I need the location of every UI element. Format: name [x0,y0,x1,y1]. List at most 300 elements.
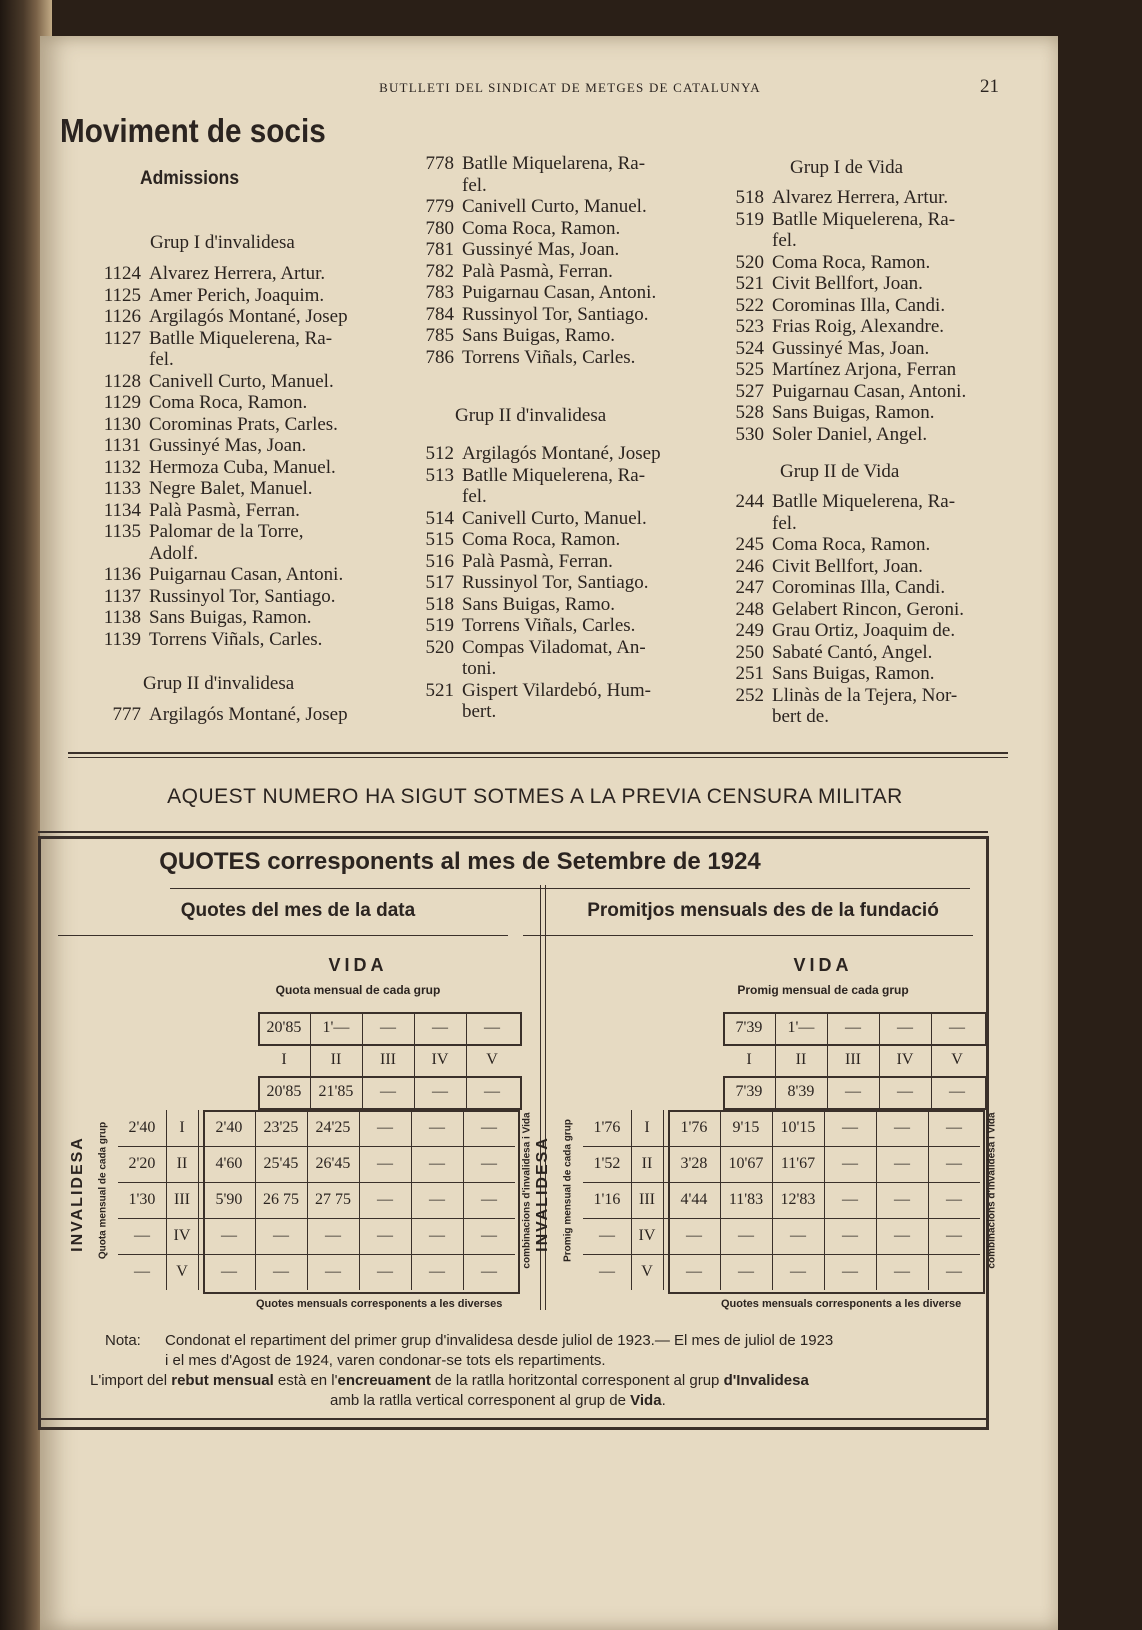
combination-cell: — [221,1227,237,1244]
member-number: 784 [425,303,454,325]
combination-cell: 4'60 [215,1155,243,1172]
invalidesa-quota: — [134,1263,150,1280]
member-name: Hermoza Cuba, Manuel. [149,456,336,478]
member-name: fel. [772,230,797,251]
member-name: Canivell Curto, Manuel. [149,370,334,392]
member-name: Coma Roca, Ramon. [149,392,308,413]
divider [68,757,1008,758]
running-head: BUTLLETI DEL SINDICAT DE METGES DE CATALUNYA [379,80,761,95]
combination-cell: — [946,1227,962,1244]
vida-cell: — [432,1019,448,1036]
member-number: 527 [735,380,764,402]
combination-cell: 24'25 [315,1119,351,1136]
vida-cell: II [795,1051,807,1068]
divider [775,1076,776,1108]
invalidesa-label: INVALIDESA [534,1136,551,1252]
combination-cell: — [377,1119,393,1136]
combination-cell: — [946,1263,962,1280]
divider [118,1218,515,1219]
divider [583,1182,980,1183]
member-name: Batlle Miquelerena, Ra- [462,464,646,486]
vida-cell: — [380,1019,396,1036]
divider [362,1044,363,1076]
member-name: fel. [149,349,174,370]
vida-subheading: Promig mensual de cada grup [737,983,909,997]
vida-cell: 7'39 [735,1019,763,1036]
divider [198,1110,199,1290]
member-name: Frias Roig, Alexandre. [772,316,945,337]
group-heading: Grup II d'invalidesa [455,405,607,426]
divider [931,1044,932,1076]
divider [720,1110,721,1290]
member-number: 1138 [103,607,141,628]
vida-cell: — [949,1083,965,1100]
member-number: 246 [735,555,764,577]
combination-cell: — [429,1191,445,1208]
divider [827,1012,828,1044]
member-name: Batlle Miquelerena, Ra- [772,491,956,512]
member-number: 521 [425,679,454,701]
invalidesa-sublabel: Promig mensual de cada grup [562,1119,574,1262]
member-number: 513 [425,464,454,486]
member-name: Gussinyé Mas, Joan. [149,435,307,456]
member-number: 525 [735,359,764,380]
vida-cell: 7'39 [735,1083,763,1100]
member-number: 1137 [103,585,141,607]
member-number: 518 [735,187,764,208]
combination-cell: — [325,1263,341,1280]
member-number: 1131 [103,435,141,456]
member-name: Adolf. [149,542,199,564]
vida-cell: IV [896,1051,914,1068]
member-name: Batlle Miquelerena, Ra- [149,327,333,349]
member-name: Negre Balet, Manuel. [149,478,313,499]
member-name: Canivell Curto, Manuel. [462,507,647,529]
divider [775,1044,776,1076]
invalidesa-quota: — [134,1227,150,1244]
note-line-4: amb la ratlla vertical corresponent al grup de Vida. [330,1392,666,1409]
member-name: Sabaté Cantó, Angel. [772,641,933,663]
vida-cell: II [330,1051,342,1068]
combination-cell: — [842,1227,858,1244]
combination-cell: 9'15 [732,1119,760,1136]
member-name: Gelabert Rincon, Geroni. [772,598,965,620]
member-number: 522 [735,294,764,316]
member-name: Sans Buigas, Ramon. [772,663,935,684]
vida-cell: I [281,1051,287,1068]
member-number: 245 [735,534,764,555]
member-name: Coma Roca, Ramon. [462,217,621,239]
member-number: 518 [425,593,454,615]
vida-cell: 21'85 [318,1083,354,1100]
divider [310,1076,311,1108]
vida-cell: — [432,1083,448,1100]
member-number: 777 [112,704,141,725]
member-name: Gispert Vilardebó, Hum- [462,679,651,701]
member-number: 778 [425,153,454,174]
divider [523,935,973,936]
invalidesa-group: III [639,1191,655,1208]
vida-cell: III [845,1051,861,1068]
combination-cell: — [946,1155,962,1172]
combination-cell: — [429,1263,445,1280]
member-number: 514 [425,507,454,529]
divider [824,1110,825,1290]
member-number: 530 [735,423,764,445]
member-number: 515 [425,529,454,550]
member-number: 1136 [103,564,141,585]
combination-cell: — [842,1263,858,1280]
member-name: Palà Pasmà, Ferran. [149,499,300,521]
member-name: Torrens Viñals, Carles. [462,346,636,368]
member-name: Llinàs de la Tejera, Nor- [772,684,958,706]
member-name: Soler Daniel, Angel. [772,423,928,445]
group-heading: Grup I de Vida [790,157,904,178]
combination-cell: — [790,1263,806,1280]
vida-cell: — [949,1019,965,1036]
member-name: Martínez Arjona, Ferran [772,359,957,380]
member-name: Argilagós Montané, Josep [149,704,348,725]
member-name: Alvarez Herrera, Artur. [772,187,949,208]
combination-cell: — [429,1227,445,1244]
combinations-label: combinacions d'invalidesa i Vida [986,1112,998,1269]
member-number: 782 [425,260,454,282]
note-line-1: Condonat el repartiment del primer grup d'invalidesa desde juliol de 1923.— El mes de juliol de 1923 [165,1332,834,1349]
combination-cell: — [221,1263,237,1280]
divider [775,1012,776,1044]
note-label: Nota: [105,1332,141,1349]
invalidesa-group: II [176,1155,188,1172]
vida-cell: III [380,1051,396,1068]
member-name: Sans Buigas, Ramon. [772,402,935,423]
combination-cell: — [481,1263,497,1280]
member-name: Palà Pasmà, Ferran. [462,260,613,282]
member-number: 1128 [103,370,141,392]
divider [58,935,508,936]
quotes-title: QUOTES corresponents al mes de Setembre de 1924 [159,848,761,875]
combination-cell: — [481,1155,497,1172]
divider [631,1110,632,1290]
divider [170,888,970,889]
member-name: Amer Perich, Joaquim. [149,284,325,306]
vida-subheading: Quota mensual de cada grup [275,983,441,997]
divider [255,1110,256,1290]
table-footer: Quotes mensuals corresponents a les diverses [256,1298,503,1310]
invalidesa-group: I [644,1119,650,1136]
combination-cell: 26'45 [315,1155,351,1172]
divider [362,1012,363,1044]
member-number: 251 [735,663,764,684]
divider [583,1218,980,1219]
divider [166,1110,167,1290]
member-name: Batlle Miquelarena, Ra- [462,153,646,174]
combination-cell: — [377,1263,393,1280]
member-name: Civit Bellfort, Joan. [772,273,923,294]
divider [118,1146,515,1147]
vida-heading: VIDA [793,955,853,975]
member-name: Sans Buigas, Ramon. [149,607,312,628]
divider [466,1012,467,1044]
member-number: 1135 [103,521,141,542]
divider [931,1076,932,1108]
member-name: Puigarnau Casan, Antoni. [149,564,344,585]
vida-cell: 20'85 [266,1083,302,1100]
member-name: Argilagós Montané, Josep [462,443,661,464]
vida-cell: — [897,1019,913,1036]
member-number: 512 [425,443,454,464]
divider [68,752,1008,754]
member-name: Puigarnau Casan, Antoni. [772,380,967,402]
invalidesa-group: II [641,1155,653,1172]
member-number: 519 [735,208,764,230]
combination-cell: — [842,1119,858,1136]
admissions-heading: Admissions [140,168,240,189]
combination-cell: 27 75 [315,1191,351,1208]
combination-cell: 11'67 [780,1155,816,1172]
member-name: Coma Roca, Ramon. [772,251,931,273]
combination-cell: 1'76 [680,1119,708,1136]
combination-cell: — [481,1227,497,1244]
group-heading: Grup II d'invalidesa [143,673,295,694]
invalidesa-label: INVALIDESA [69,1136,86,1252]
vida-heading: VIDA [328,955,388,975]
divider [583,1146,980,1147]
combination-cell: 12'83 [780,1191,816,1208]
combination-cell: 10'67 [728,1155,764,1172]
combination-cell: — [842,1191,858,1208]
invalidesa-sublabel: Quota mensual de cada grup [97,1121,109,1260]
divider [362,1076,363,1108]
divider [310,1044,311,1076]
vida-cell: — [897,1083,913,1100]
note-line-2: i el mes d'Agost de 1924, varen condonar-se tots els repartiments. [165,1352,606,1369]
divider [38,1418,988,1420]
invalidesa-group: V [641,1263,653,1280]
combination-cell: 5'90 [215,1191,243,1208]
combination-cell: — [738,1263,754,1280]
member-name: Canivell Curto, Manuel. [462,196,647,217]
combination-cell: 23'25 [263,1119,299,1136]
vida-cell: — [845,1019,861,1036]
member-number: 250 [735,641,764,663]
divider [310,1012,311,1044]
half-heading: Promitjos mensuals des de la fundació [587,900,939,921]
divider [928,1110,929,1290]
divider [827,1076,828,1108]
member-name: Compas Viladomat, An- [462,636,646,658]
member-number: 523 [735,316,764,337]
combination-cell: — [325,1227,341,1244]
member-number: 1126 [103,306,141,327]
combination-cell: — [377,1227,393,1244]
member-number: 249 [735,620,764,641]
divider [414,1076,415,1108]
divider [876,1110,877,1290]
member-name: Civit Bellfort, Joan. [772,555,923,577]
vida-cell: V [951,1051,963,1068]
combination-cell: — [894,1227,910,1244]
invalidesa-quota: — [599,1227,615,1244]
member-name: Torrens Viñals, Carles. [462,615,636,636]
combination-cell: 2'40 [215,1119,243,1136]
member-name: Russinyol Tor, Santiago. [149,585,336,607]
member-name: Gussinyé Mas, Joan. [462,239,620,260]
divider [307,1110,308,1290]
member-number: 1139 [103,628,141,650]
vida-cell: — [484,1083,500,1100]
invalidesa-quota: 2'40 [128,1119,156,1136]
member-name: bert. [462,701,497,722]
vida-cell: — [845,1083,861,1100]
combination-cell: — [842,1155,858,1172]
combination-cell: — [946,1191,962,1208]
page-number: 21 [980,76,999,97]
member-number: 786 [425,346,454,368]
combination-cell: — [686,1227,702,1244]
member-name: bert de. [772,706,829,727]
combination-cell: — [790,1227,806,1244]
member-number: 783 [425,282,454,303]
vida-cell: V [486,1051,498,1068]
member-number: 1124 [103,263,141,284]
member-name: Grau Ortiz, Joaquim de. [772,620,956,641]
group-heading: Grup I d'invalidesa [150,232,295,253]
invalidesa-quota: 1'16 [593,1191,621,1208]
member-name: Sans Buigas, Ramo. [462,593,616,615]
censorship-notice: AQUEST NUMERO HA SIGUT SOTMES A LA PREVIA CENSURA MILITAR [167,785,903,808]
member-number: 516 [425,550,454,572]
divider [879,1044,880,1076]
divider [359,1110,360,1290]
invalidesa-group: IV [638,1227,656,1244]
divider [414,1044,415,1076]
member-number: 521 [735,273,764,294]
invalidesa-group: IV [173,1227,191,1244]
combination-cell: 25'45 [263,1155,299,1172]
divider [38,831,988,833]
combination-cell: 26 75 [263,1191,299,1208]
member-name: fel. [462,486,487,507]
vida-cell: 1'— [787,1019,815,1036]
combination-cell: 4'44 [680,1191,708,1208]
member-number: 528 [735,402,764,423]
section-title: Moviment de socis [60,112,326,149]
member-name: fel. [772,512,797,534]
combination-cell: 11'83 [728,1191,764,1208]
combination-cell: — [377,1191,393,1208]
divider [663,1110,664,1290]
member-name: Batlle Miquelerena, Ra- [772,208,956,230]
divider [118,1254,515,1255]
member-number: 519 [425,615,454,636]
combination-cell: — [894,1191,910,1208]
combination-cell: — [429,1155,445,1172]
vida-cell: 8'39 [787,1083,815,1100]
member-number: 248 [735,598,764,620]
member-name: Russinyol Tor, Santiago. [462,572,649,593]
member-name: toni. [462,658,497,679]
member-number: 1130 [103,413,141,435]
member-name: Palomar de la Torre, [149,521,304,542]
member-number: 244 [735,491,764,512]
member-number: 1132 [103,456,141,478]
divider [879,1076,880,1108]
combination-cell: — [481,1119,497,1136]
member-number: 247 [735,577,764,598]
invalidesa-quota: 1'52 [593,1155,621,1172]
member-name: Torrens Viñals, Carles. [149,628,323,650]
combination-cell: — [946,1119,962,1136]
vida-cell: — [484,1019,500,1036]
divider [879,1012,880,1044]
invalidesa-quota: — [599,1263,615,1280]
member-number: 252 [735,684,764,706]
vida-cell: 20'85 [266,1019,302,1036]
member-name: Corominas Illa, Candi. [772,577,946,598]
divider [772,1110,773,1290]
divider [466,1076,467,1108]
combination-cell: 3'28 [680,1155,708,1172]
combination-cell: — [273,1263,289,1280]
member-name: Corominas Prats, Carles. [149,413,338,435]
invalidesa-quota: 2'20 [128,1155,156,1172]
member-name: Palà Pasmà, Ferran. [462,550,613,572]
member-name: Coma Roca, Ramon. [462,529,621,550]
invalidesa-group: V [176,1263,188,1280]
group-heading: Grup II de Vida [780,461,900,482]
member-name: Coma Roca, Ramon. [772,534,931,555]
member-number: 780 [425,217,454,239]
combination-cell: — [894,1263,910,1280]
member-number: 520 [735,251,764,273]
member-name: Corominas Illa, Candi. [772,294,946,316]
divider [414,1012,415,1044]
invalidesa-group: I [179,1119,185,1136]
member-number: 1129 [103,392,141,413]
combination-cell: — [894,1155,910,1172]
member-name: Sans Buigas, Ramo. [462,325,616,346]
divider [583,1254,980,1255]
combination-cell: — [738,1227,754,1244]
member-number: 1127 [103,327,141,349]
member-number: 781 [425,239,454,260]
vida-cell: 1'— [322,1019,350,1036]
member-number: 520 [425,636,454,658]
member-name: Gussinyé Mas, Joan. [772,337,930,359]
combination-cell: — [273,1227,289,1244]
member-number: 1133 [103,478,141,499]
vida-cell: IV [431,1051,449,1068]
divider [466,1044,467,1076]
member-number: 1125 [103,284,141,306]
divider [931,1012,932,1044]
combination-cell: — [686,1263,702,1280]
invalidesa-group: III [174,1191,190,1208]
divider [827,1044,828,1076]
divider [411,1110,412,1290]
combination-cell: — [894,1119,910,1136]
member-name: Puigarnau Casan, Antoni. [462,282,657,303]
member-number: 779 [425,196,454,217]
table-footer: Quotes mensuals corresponents a les diverse [721,1298,962,1310]
vida-cell: I [746,1051,752,1068]
note-line-3: L'import del rebut mensual està en l'encreuament de la ratlla horitzontal corresponent al grup d'Invalidesa [90,1372,809,1389]
member-number: 524 [735,337,764,359]
member-number: 785 [425,325,454,346]
combination-cell: — [481,1191,497,1208]
divider [463,1110,464,1290]
combination-cell: — [377,1155,393,1172]
